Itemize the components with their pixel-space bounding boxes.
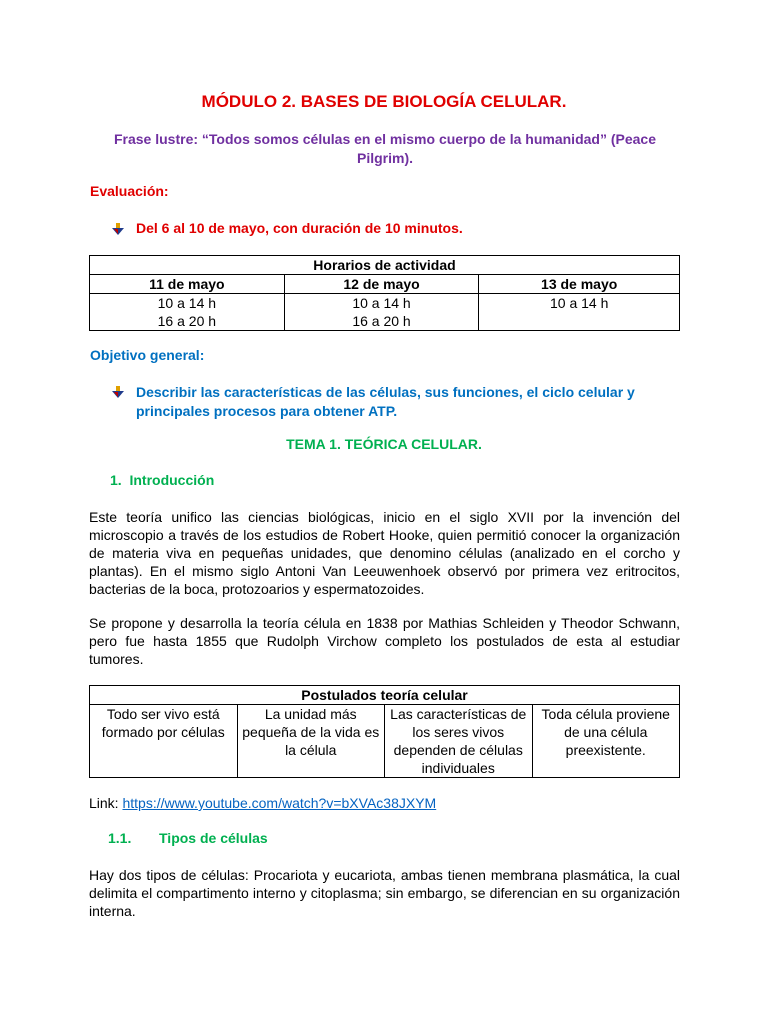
evaluation-heading: Evaluación: [90,183,169,199]
theme-title: TEMA 1. TEÓRICA CELULAR. [286,436,482,452]
schedule-time: 10 a 14 h [549,295,609,311]
postulates-table [89,685,680,778]
subsection-text: Tipos de células [159,830,268,846]
module-title: MÓDULO 2. BASES DE BIOLOGÍA CELULAR. [201,92,567,111]
paragraph-intro: Este teoría unifico las ciencias biológicas, inicio en el siglo XVII por la invención del microscopio a través de los estudios de Robert Hooke, quien permitió conocer la organización de materia viva en pequeñas unidades, que denomino células (analizado en el corcho y plantas). En el mismo siglo Antoni Van Leeuwenhoek observó por primera vez eritrocitos, bacterias de la boca, protozoarios y espermatozoides. [89,509,680,597]
intro-number: 1. [110,472,122,488]
objective-heading: Objetivo general: [90,347,205,363]
objective-bullet-text: Describir las características de las células, sus funciones, el ciclo celular y principales procesos para obtener ATP. [136,384,635,419]
intro-heading [110,472,214,488]
schedule-time: 10 a 14 h [352,295,411,311]
quote-line: Frase lustre: “Todos somos células en el mismo cuerpo de la humanidad” (Peace Pilgrim). [113,131,656,166]
schedule-column-header: 12 de mayo [284,275,479,294]
schedule-cell [479,294,680,331]
schedule-cell [90,294,285,331]
postulates-table-title: Postulados teoría celular [90,686,680,705]
postulate-cell: Todo ser vivo está formado por células [90,705,238,778]
objective-bullet [112,383,682,421]
subsection-number: 1.1. [108,830,132,846]
postulate-cell: La unidad más pequeña de la vida es la célula [237,705,385,778]
schedule-time: 16 a 20 h [157,313,217,329]
schedule-time: 16 a 20 h [352,313,411,329]
schedule-column-header: 13 de mayo [479,275,680,294]
paragraph-history: Se propone y desarrolla la teoría célula en 1838 por Mathias Schleiden y Theodor Schwann, pero fue hasta 1855 que Rudolph Virchow completo los postulados de esta al estudiar tumores. [89,615,680,667]
youtube-link[interactable]: https://www.youtube.com/watch?v=bXVAc38JXYM [122,795,437,811]
schedule-table-title: Horarios de actividad [90,256,680,275]
paragraph-cell-types: Hay dos tipos de células: Procariota y eucariota, ambas tienen membrana plasmática, la cual delimita el compartimento interno y citoplasma; sin embargo, se diferencian en su organización interna. [89,867,680,919]
schedule-table [89,255,680,331]
arrow-bullet-icon [112,386,124,398]
evaluation-bullet-text: Del 6 al 10 de mayo, con duración de 10 minutos. [136,220,463,236]
arrow-bullet-icon [112,223,124,235]
schedule-cell [284,294,479,331]
schedule-column-header: 11 de mayo [90,275,285,294]
link-label: Link: [89,795,123,811]
postulate-cell: Toda célula proviene de una célula preexistente. [532,705,680,778]
subsection-heading [108,830,268,846]
link-line [89,795,436,811]
evaluation-bullet [112,220,463,236]
postulate-cell: Las características de los seres vivos dependen de células individuales [385,705,533,778]
intro-text: Introducción [129,472,215,488]
schedule-time: 10 a 14 h [157,295,217,311]
